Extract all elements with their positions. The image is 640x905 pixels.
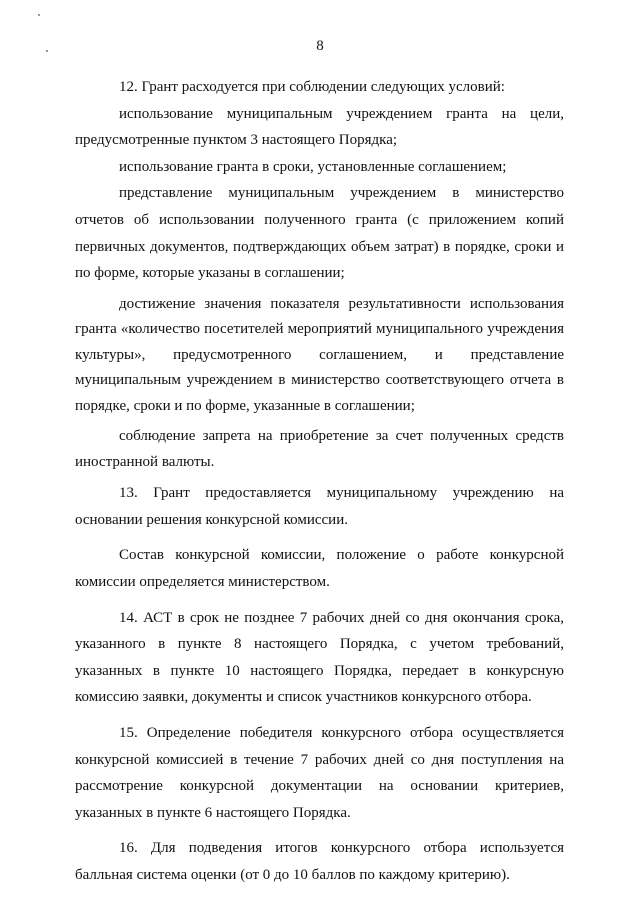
paragraph-13: 13. Грант предоставляется муниципальному учреждению на основании решения конкурсной комиссии. [75,485,564,528]
paragraph-16: 16. Для подведения итогов конкурсного отбора используется балльная система оценки (от 0 до 10 баллов по каждому критерию). [75,840,564,883]
paragraph-12-condition-4: достижение значения показателя результативности использования гранта «количество посетителей мероприятий муниципального учреждения культуры», предусмотренного соглашением, и представление муниципальным учреждением в министерство соответствующего отчета в порядке, сроки и по форме, указанные в соглашении; [75,295,564,414]
page-number: 8 [316,38,324,54]
paragraph-12-condition-5: соблюдение запрета на приобретение за счет полученных средств иностранной валюты. [75,428,564,470]
paragraph-12-condition-3: представление муниципальным учреждением в министерство отчетов об использовании полученного гранта (с приложением копий первичных документов, подтверждающих объем затрат) в порядке, сроки и по форме, которые указаны в соглашении; [75,185,564,282]
paragraph-12-title: 12. Грант расходуется при соблюдении следующих условий: [119,79,505,95]
paragraph-13-commission: Состав конкурсной комиссии, положение о работе конкурсной комиссии определяется министерством. [75,547,564,591]
paragraph-12-condition-1: использование муниципальным учреждением гранта на цели, предусмотренные пунктом 3 настоящего Порядка; [75,105,564,149]
paragraph-15: 15. Определение победителя конкурсного отбора осуществляется конкурсной комиссией в течение 7 рабочих дней со дня поступления на рассмотрение конкурсной документации на основании критериев, указанных в пункте 6 настоящего Порядка. [75,725,564,821]
scan-speck [38,14,40,16]
paragraph-12-condition-2: использование гранта в сроки, установленные соглашением; [119,158,507,175]
paragraph-14: 14. АСТ в срок не позднее 7 рабочих дней со дня окончания срока, указанного в пункте 8 настоящего Порядка, с учетом требований, указанных в пункте 10 настоящего Порядка, передает в конкурсную комиссию заявки, документы и список участников конкурсного отбора. [75,609,564,706]
document-body [75,74,564,889]
